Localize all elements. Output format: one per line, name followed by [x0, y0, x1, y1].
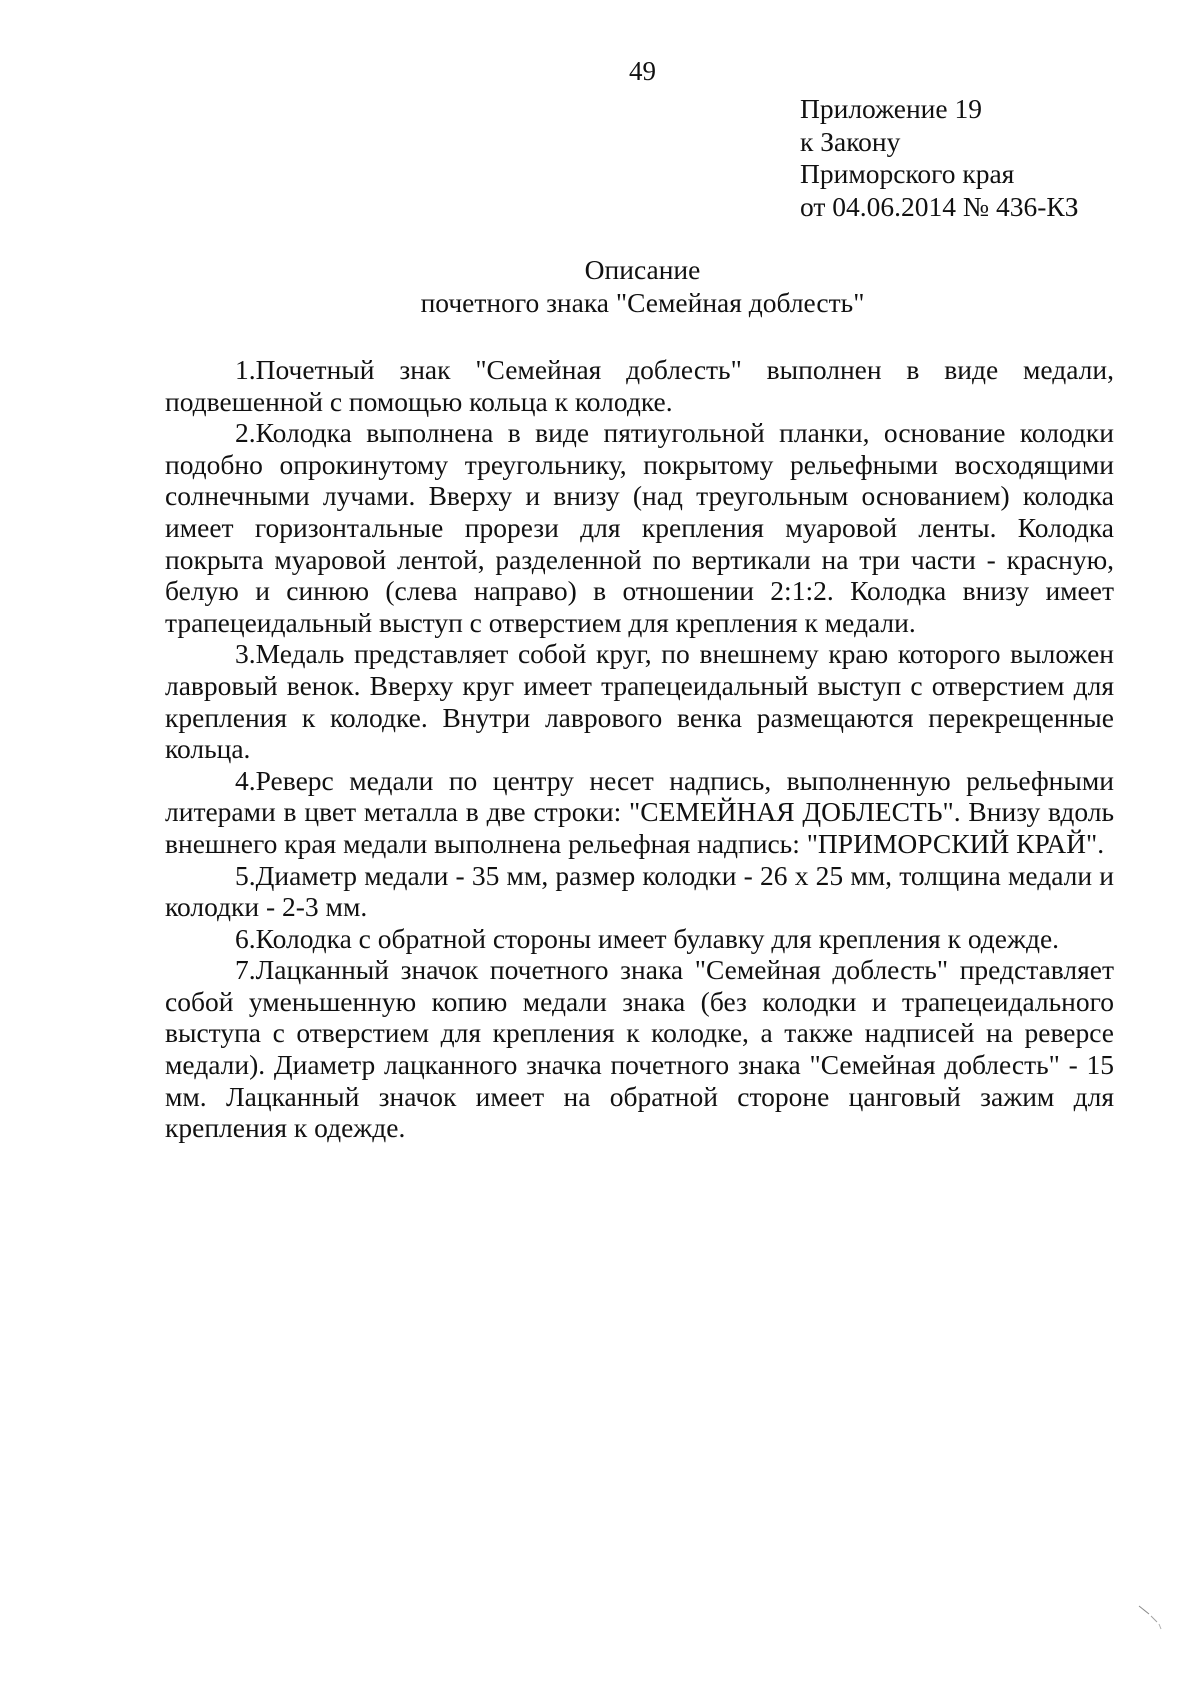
- appendix-block: [800, 93, 1079, 223]
- appendix-line-3: Приморского края: [800, 158, 1015, 189]
- paragraph-5: 5.Диаметр медали - 35 мм, размер колодки - 26 х 25 мм, толщина медали и колодки - 2-3 мм.: [165, 859, 1114, 923]
- appendix-line-1: Приложение 19: [800, 93, 982, 124]
- document-body: [165, 354, 1114, 1144]
- paragraph-4: 4.Реверс медали по центру несет надпись, выполненную рельефными литерами в цвет металла в две строки: "СЕМЕЙНАЯ ДОБЛЕСТЬ". Внизу вдоль внешнего края медали выполнена рельефная надпись: "ПРИМОРСКИЙ КРАЙ".: [165, 764, 1114, 859]
- title-line-2: почетного знака "Семейная доблесть": [420, 287, 865, 318]
- appendix-line-4: от 04.06.2014 № 436-КЗ: [800, 190, 1079, 222]
- paragraph-1: 1.Почетный знак "Семейная доблесть" выполнен в виде медали, подвешенной с помощью кольца к колодке.: [165, 354, 1114, 417]
- paragraph-2: 2.Колодка выполнена в виде пятиугольной планки, основание колодки подобно опрокинутому треугольнику, покрытому рельефными восходящими солнечными лучами. Вверху и внизу (над треугольным основанием) колодка имеет горизонтальные прорези для крепления муаровой ленты. Колодка покрыта муаровой лентой, разделенной по вертикали на три части - красную, белую и синюю (слева направо) в отношении 2:1:2. Колодка внизу имеет трапецеидальный выступ с отверстием для крепления к медали.: [165, 417, 1114, 638]
- document-title: [0, 253, 1200, 319]
- page-number: 49: [629, 56, 656, 86]
- title-line-1: Описание: [584, 254, 701, 285]
- paragraph-3: 3.Медаль представляет собой круг, по внешнему краю которого выложен лавровый венок. Вверху круг имеет трапецеидальный выступ с отверстием для крепления к колодке. Внутри лаврового венка размещаются перекрещенные кольца.: [165, 638, 1114, 765]
- paragraph-6: 6.Колодка с обратной стороны имеет булавку для крепления к одежде.: [235, 922, 1060, 954]
- scan-artifact-mark: [1135, 1602, 1165, 1632]
- appendix-line-2: к Закону: [800, 125, 901, 157]
- paragraph-7: 7.Лацканный значок почетного знака "Семейная доблесть" представляет собой уменьшенную копию медали знака (без колодки и трапецеидального выступа с отверстием для крепления к колодке, а также надписей на реверсе медали). Диаметр лацканного значка почетного знака "Семейная доблесть" - 15 мм. Лацканный значок имеет на обратной стороне цанговый зажим для крепления к одежде.: [165, 954, 1114, 1144]
